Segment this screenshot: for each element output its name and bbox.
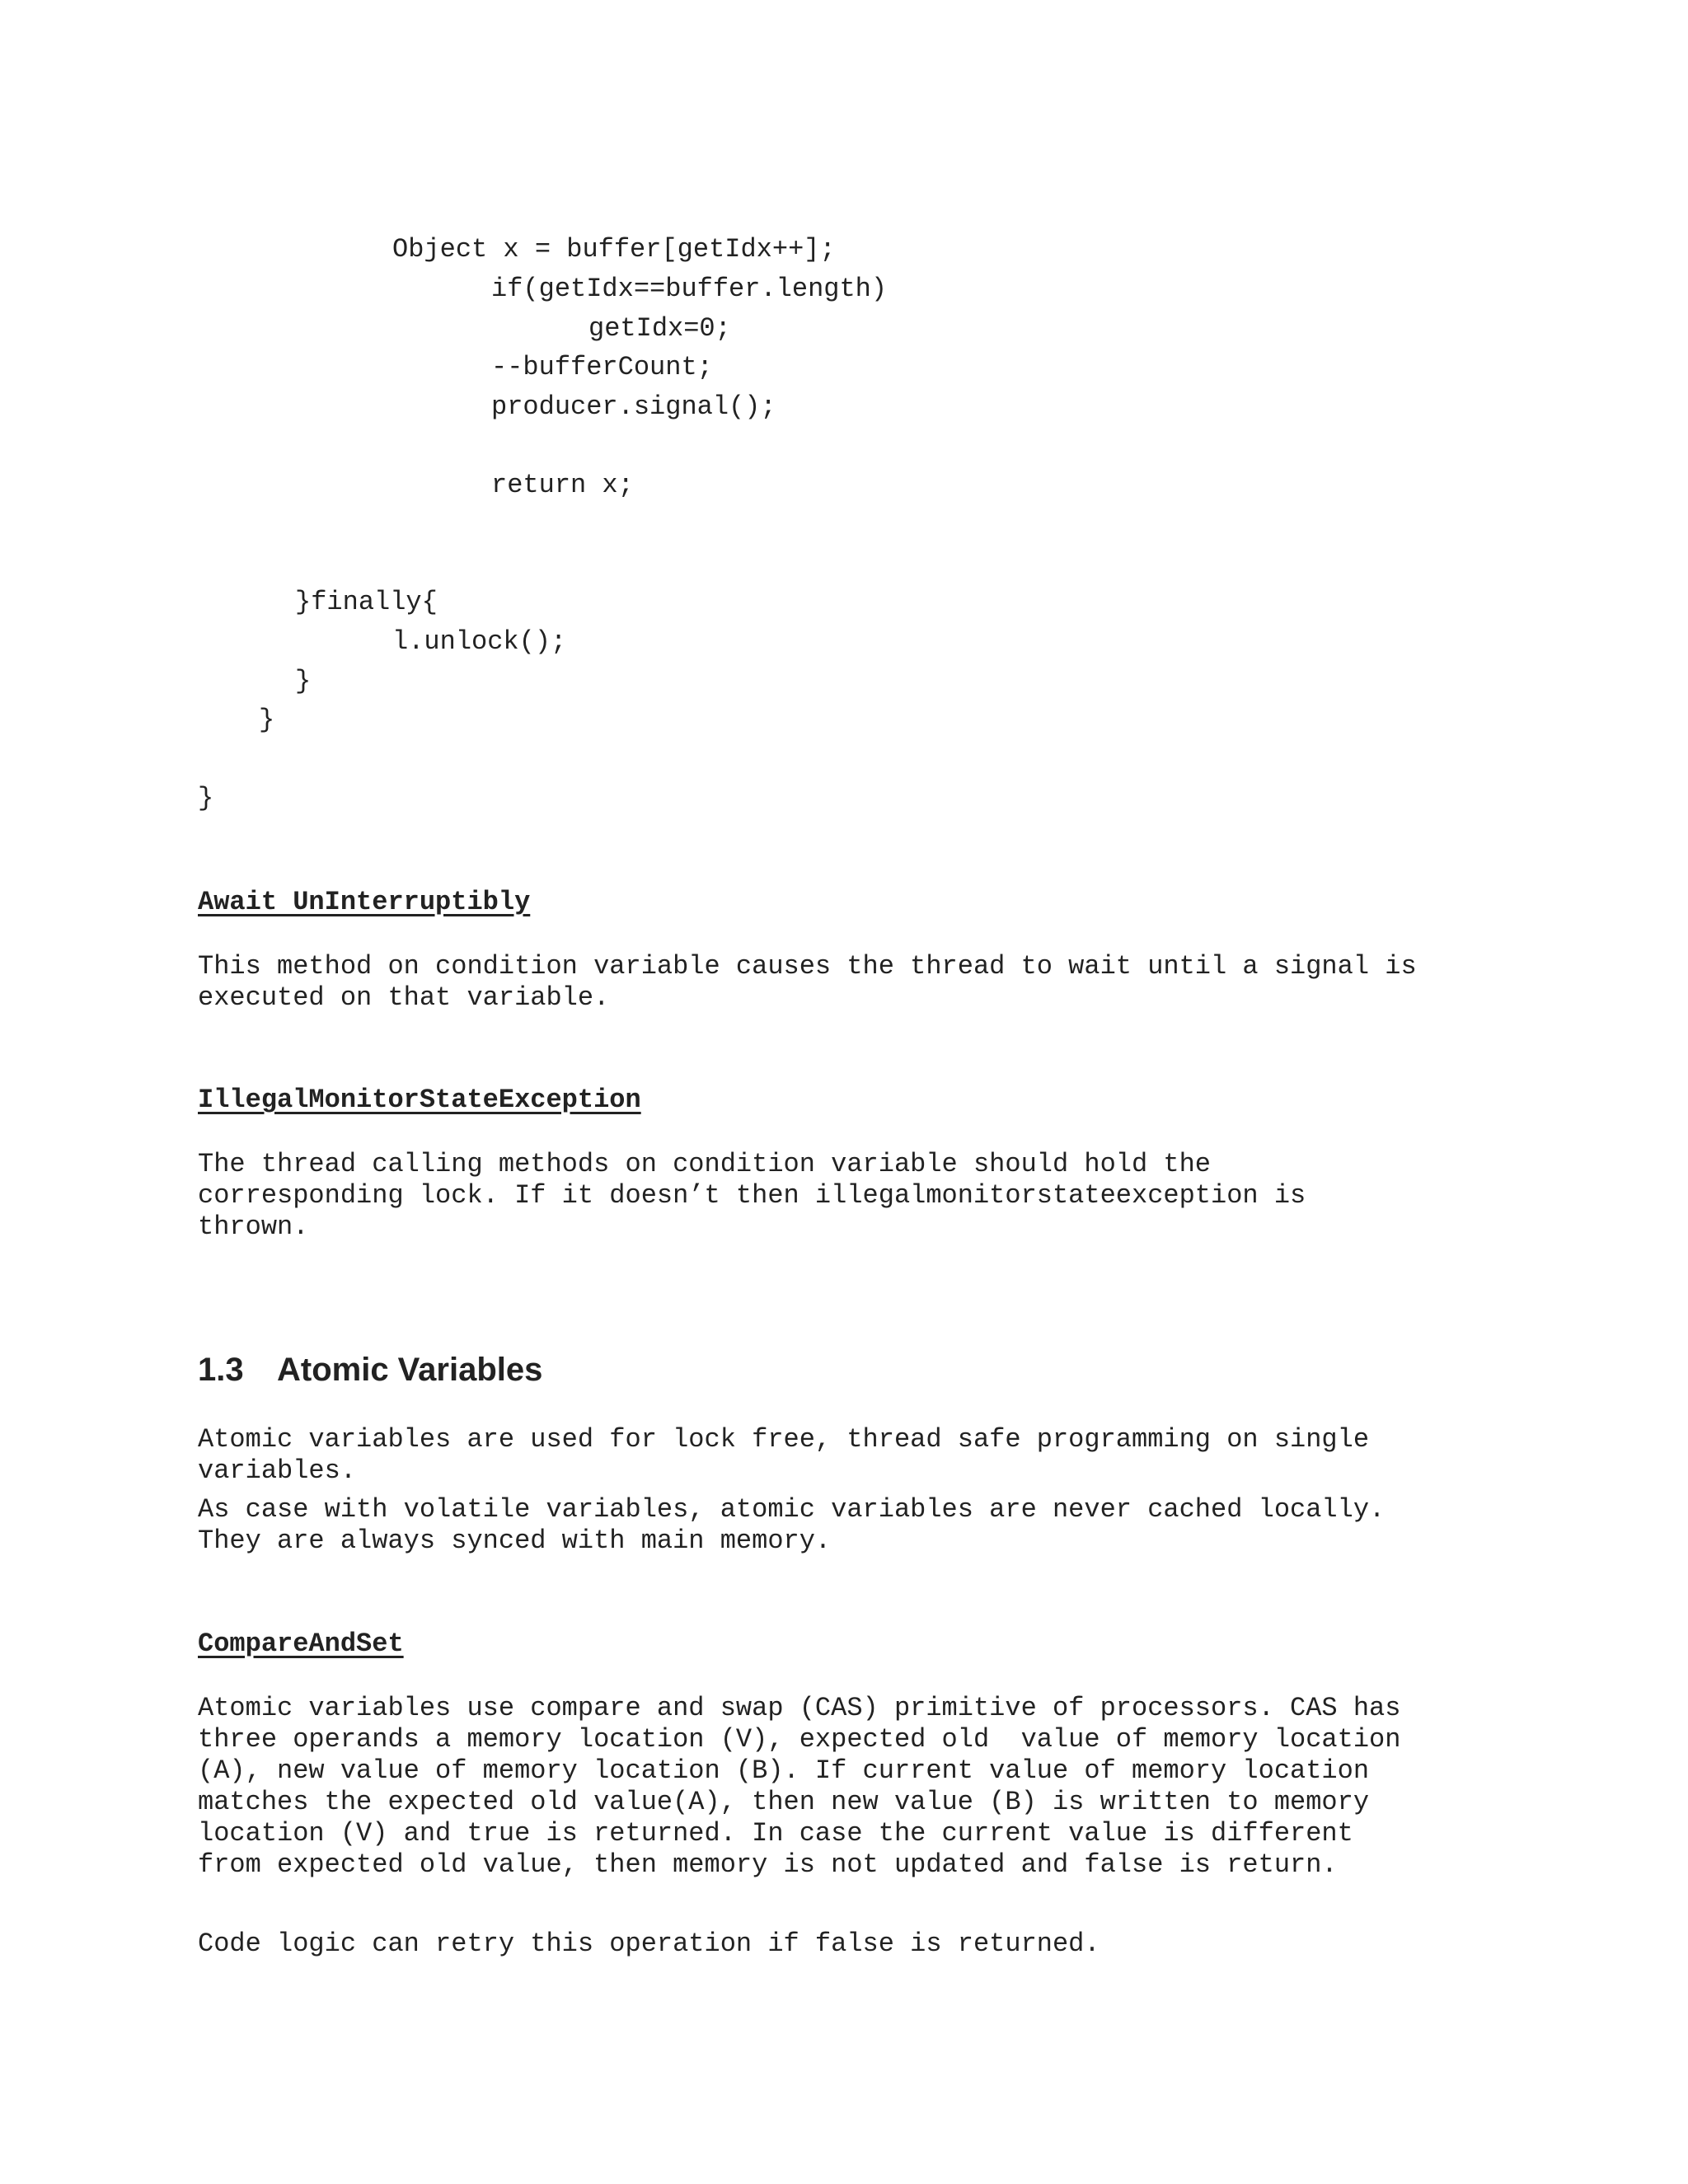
atomic-paragraph-line: Atomic variables are used for lock free, thread safe programming on single	[198, 1424, 1370, 1455]
await-paragraph-line: executed on that variable.	[198, 982, 610, 1013]
section-number: 1.3	[198, 1352, 244, 1388]
compare-and-set-heading: CompareAndSet	[198, 1629, 404, 1659]
await-paragraph-line: This method on condition variable causes the thread to wait until a signal is	[198, 951, 1417, 982]
code-line: }	[295, 666, 312, 696]
atomic-paragraph-line: As case with volatile variables, atomic variables are never cached locally.	[198, 1494, 1386, 1525]
code-line: getIdx=0;	[588, 313, 731, 344]
illegal-paragraph-line: The thread calling methods on condition variable should hold the	[198, 1149, 1211, 1179]
await-uninterruptibly-heading: Await UnInterruptibly	[198, 887, 531, 917]
code-line: l.unlock();	[392, 626, 567, 657]
cas-paragraph-line: (A), new value of memory location (B). If current value of memory location	[198, 1755, 1370, 1786]
code-line: if(getIdx==buffer.length)	[491, 274, 888, 304]
code-line: }	[259, 705, 275, 735]
cas-paragraph-line: from expected old value, then memory is not updated and false is return.	[198, 1849, 1338, 1880]
code-line: return x;	[491, 470, 634, 500]
code-line: Object x = buffer[getIdx++];	[392, 234, 836, 265]
cas-paragraph-line: Atomic variables use compare and swap (CAS) primitive of processors. CAS has	[198, 1693, 1401, 1723]
cas-retry-paragraph: Code logic can retry this operation if false is returned.	[198, 1929, 1100, 1959]
code-line: }finally{	[295, 587, 438, 617]
code-line: }	[198, 783, 214, 813]
code-line: --bufferCount;	[491, 352, 713, 382]
illegal-paragraph-line: corresponding lock. If it doesn’t then illegalmonitorstateexception is	[198, 1180, 1306, 1211]
cas-paragraph-line: matches the expected old value(A), then new value (B) is written to memory	[198, 1787, 1370, 1817]
illegal-monitor-state-heading: IllegalMonitorStateException	[198, 1085, 641, 1115]
illegal-paragraph-line: thrown.	[198, 1212, 309, 1242]
section-heading-atomic-variables	[198, 1350, 542, 1390]
section-title: Atomic Variables	[277, 1352, 543, 1388]
cas-paragraph-line: three operands a memory location (V), expected old value of memory location	[198, 1724, 1401, 1755]
atomic-paragraph-line: They are always synced with main memory.	[198, 1526, 832, 1556]
cas-paragraph-line: location (V) and true is returned. In case the current value is different	[198, 1818, 1353, 1849]
code-line: producer.signal();	[491, 391, 776, 422]
atomic-paragraph-line: variables.	[198, 1455, 357, 1486]
